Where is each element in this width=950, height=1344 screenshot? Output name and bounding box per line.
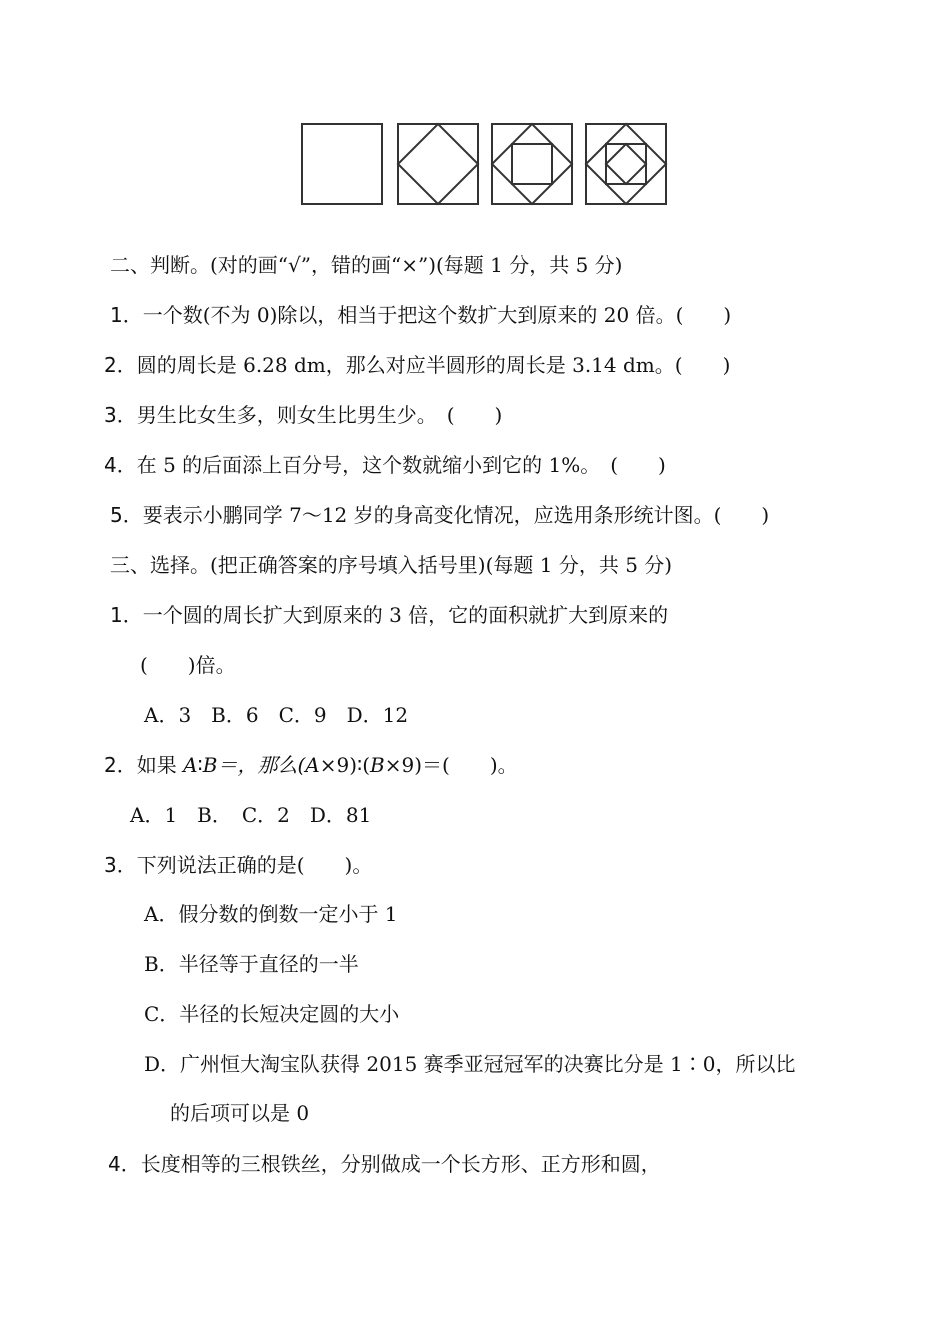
choice-q3-option-d: D．广州恒大淘宝队获得 2015 赛季亚冠冠军的决赛比分是 1∶0，所以比 bbox=[144, 1052, 796, 1076]
item-text-e: ×9)＝( )。 bbox=[384, 753, 518, 777]
item-number: 1． bbox=[110, 303, 143, 327]
square-fig-1 bbox=[302, 124, 382, 204]
item-number: 3． bbox=[104, 853, 137, 877]
item-text: 圆的周长是 6.28 dm，那么对应半圆形的周长是 3.14 dm。( ) bbox=[136, 353, 731, 377]
choice-q1-cont: ( )倍。 bbox=[140, 653, 236, 677]
item-text: 要表示小鹏同学 7～12 岁的身高变化情况，应选用条形统计图。( ) bbox=[142, 503, 770, 527]
choice-q1 bbox=[110, 601, 668, 629]
var-b2: B bbox=[370, 753, 385, 777]
item-text-d: ×9)∶( bbox=[319, 753, 371, 777]
square-fig-3 bbox=[492, 124, 572, 204]
item-number: 1． bbox=[110, 603, 143, 627]
judge-item-2 bbox=[104, 351, 730, 379]
judge-item-1 bbox=[110, 301, 731, 329]
judge-item-3 bbox=[104, 401, 502, 429]
choice-q2 bbox=[104, 751, 518, 779]
square-fig-2 bbox=[398, 124, 478, 204]
item-number: 5． bbox=[110, 503, 143, 527]
choice-q4 bbox=[108, 1150, 661, 1178]
var-a: A bbox=[183, 753, 198, 777]
choice-q1-options: A．3 B．6 C．9 D．12 bbox=[144, 703, 409, 727]
item-text: 一个圆的周长扩大到原来的 3 倍，它的面积就扩大到原来的 bbox=[142, 603, 669, 627]
item-text: 一个数(不为 0)除以，相当于把这个数扩大到原来的 20 倍。( ) bbox=[142, 303, 732, 327]
item-number: 3． bbox=[104, 403, 137, 427]
item-text: 下列说法正确的是( )。 bbox=[136, 853, 373, 877]
item-text-b: ∶ bbox=[197, 753, 203, 777]
choice-q3-option-d-cont: 的后项可以是 0 bbox=[170, 1101, 310, 1125]
section2-heading: 二、判断。(对的画“√”，错的画“×”)(每题 1 分，共 5 分) bbox=[110, 253, 623, 277]
item-text-c: ＝，那么( bbox=[217, 753, 306, 777]
item-number: 2． bbox=[104, 753, 137, 777]
item-text: 长度相等的三根铁丝，分别做成一个长方形、正方形和圆， bbox=[140, 1152, 661, 1176]
judge-item-5 bbox=[110, 501, 769, 529]
choice-q2-options: A．1 B． C．2 D．81 bbox=[130, 803, 372, 827]
choice-q3-option-a: A．假分数的倒数一定小于 1 bbox=[144, 902, 398, 926]
section3-heading: 三、选择。(把正确答案的序号填入括号里)(每题 1 分，共 5 分) bbox=[110, 553, 673, 577]
item-text-a: 如果 bbox=[136, 753, 184, 777]
nested-squares-figure bbox=[298, 120, 670, 210]
item-text: 在 5 的后面添上百分号，这个数就缩小到它的 1%。 ( ) bbox=[136, 453, 666, 477]
item-number: 4． bbox=[104, 453, 137, 477]
item-text: 男生比女生多，则女生比男生少。 ( ) bbox=[136, 403, 503, 427]
var-a2: A bbox=[305, 753, 320, 777]
item-number: 2． bbox=[104, 353, 137, 377]
judge-item-4 bbox=[104, 451, 666, 479]
choice-q3-option-c: C．半径的长短决定圆的大小 bbox=[144, 1002, 400, 1026]
square-fig-4 bbox=[586, 124, 666, 204]
choice-q3-option-b: B．半径等于直径的一半 bbox=[144, 952, 359, 976]
choice-q3 bbox=[104, 851, 372, 879]
item-number: 4． bbox=[108, 1152, 141, 1176]
var-b: B bbox=[202, 753, 218, 777]
